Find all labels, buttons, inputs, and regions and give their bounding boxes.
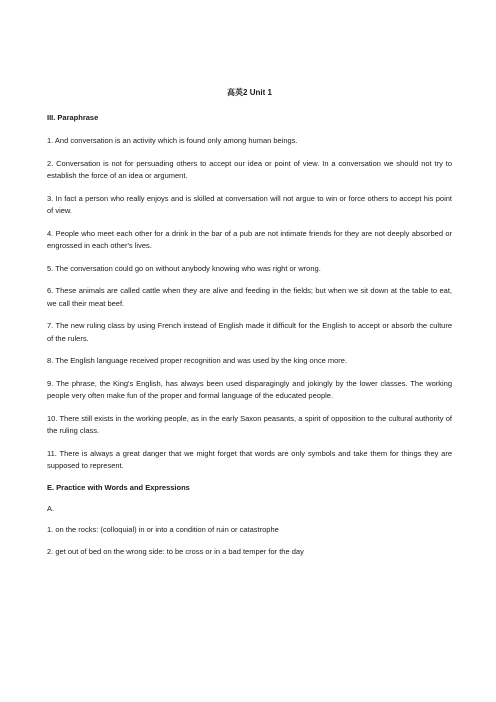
expression-item: 1. on the rocks: (colloquial) in or into a condition of ruin or catastrophe bbox=[47, 524, 279, 534]
paraphrase-item: 1. And conversation is an activity which is found only among human beings. bbox=[47, 136, 298, 145]
paraphrase-item: 10. There still exists in the working people, as in the early Saxon peasants, a spirit of opposition to the cultural authority of the ruling class. bbox=[47, 413, 452, 435]
paraphrase-item: 2. Conversation is not for persuading others to accept our idea or point of view. In a conversation we should not try to establish the force of an idea or argument. bbox=[47, 158, 452, 180]
paraphrase-item: 5. The conversation could go on without anybody knowing who was right or wrong. bbox=[47, 263, 321, 273]
section-heading-practice: E. Practice with Words and Expressions bbox=[47, 482, 190, 492]
paraphrase-item: 9. The phrase, the King's English, has always been used disparagingly and jokingly by the lower classes. The working people very often make fun of the proper and formal language of the educated people. bbox=[47, 378, 452, 400]
paraphrase-item: 8. The English language received proper recognition and was used by the king once more. bbox=[47, 356, 348, 365]
paraphrase-item: 3. In fact a person who really enjoys and is skilled at conversation will not argue to win or force others to accept his point of view. bbox=[47, 193, 452, 215]
paraphrase-item: 4. People who meet each other for a drink in the bar of a pub are not intimate friends for they are not deeply absorbed or engrossed in each other's lives. bbox=[47, 228, 452, 250]
paraphrase-item: 6. These animals are called cattle when they are alive and feeding in the fields; but when we sit down at the table to eat, we call their meat beef. bbox=[47, 286, 452, 308]
paraphrase-item: 7. The new ruling class by using French instead of English made it difficult for the English to accept or absorb the culture of the rulers. bbox=[47, 321, 452, 343]
section-heading-paraphrase: III. Paraphrase bbox=[47, 113, 99, 122]
expression-item: 2. get out of bed on the wrong side: to be cross or in a bad temper for the day bbox=[47, 547, 304, 556]
part-label: A. bbox=[47, 503, 55, 513]
document-title: 高英2 Unit 1 bbox=[227, 88, 272, 97]
paraphrase-item: 11. There is always a great danger that we might forget that words are only symbols and take them for things they are supposed to represent. bbox=[47, 448, 452, 470]
